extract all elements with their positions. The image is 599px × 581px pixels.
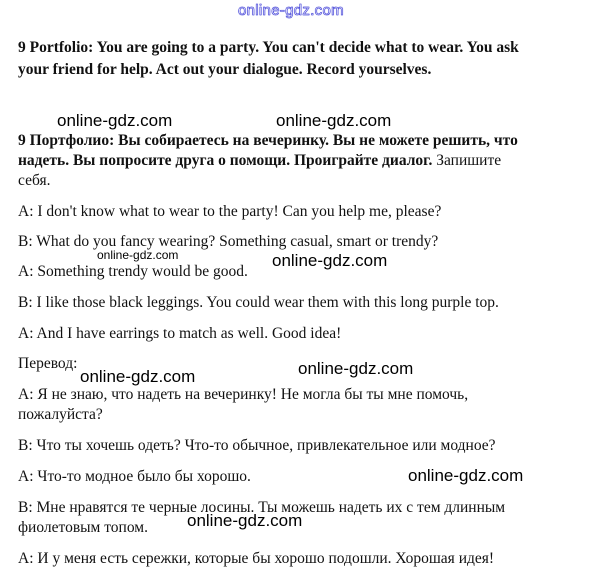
watermark: online-gdz.com xyxy=(298,359,414,378)
watermark: online-gdz.com xyxy=(57,111,173,130)
task-ru-line-2-bold: надеть. Вы попросите друга о помощи. Проиграйте диалог. xyxy=(18,152,433,169)
dialogue-line: B: I like those black leggings. You could wear them with this long purple top. xyxy=(18,294,499,311)
task-ru-line-2-normal: Запишите xyxy=(432,152,502,169)
watermark: online-gdz.com xyxy=(187,511,303,530)
watermark: online-gdz.com xyxy=(408,466,524,485)
translation-line: А: Что-то модное было бы хорошо. xyxy=(18,468,251,485)
task-ru-line-2 xyxy=(18,150,593,171)
translation-line: фиолетовым топом. xyxy=(18,519,148,536)
watermark: online-gdz.com xyxy=(97,248,179,262)
translation-line: В: Что ты хочешь одеть? Что-то обычное, привлекательное или модное? xyxy=(18,437,496,454)
translation-heading: Перевод: xyxy=(18,355,78,372)
translation-line: А: И у меня есть сережки, которые бы хорошо подошли. Хорошая идея! xyxy=(18,550,495,567)
translation-line: А: Я не знаю, что надеть на вечеринку! Не могла бы ты мне помочь, xyxy=(18,386,469,403)
watermark-top: online-gdz.com xyxy=(238,2,344,19)
dialogue-line: A: And I have earrings to match as well. Good idea! xyxy=(18,325,342,342)
translation-line: пожалуйста? xyxy=(18,406,103,423)
watermark: online-gdz.com xyxy=(80,367,196,386)
task-ru-line-1: 9 Портфолио: Вы собираетесь на вечеринку. Вы не можете решить, что xyxy=(18,132,518,149)
dialogue-line: B: What do you fancy wearing? Something casual, smart or trendy? xyxy=(18,233,439,250)
watermark: online-gdz.com xyxy=(276,111,392,130)
dialogue-line: A: Something trendy would be good. xyxy=(18,263,248,280)
dialogue-line: A: I don't know what to wear to the party! Can you help me, please? xyxy=(18,203,442,220)
task-en-line-2: your friend for help. Act out your dialogue. Record yourselves. xyxy=(18,61,432,78)
translation-line: В: Мне нравятся те черные лосины. Ты можешь надеть их с тем длинным xyxy=(18,499,506,516)
watermark: online-gdz.com xyxy=(272,251,388,270)
task-en-line-1: 9 Portfolio: You are going to a party. You can't decide what to wear. You ask xyxy=(18,39,519,56)
task-ru-line-3: себя. xyxy=(18,172,51,189)
